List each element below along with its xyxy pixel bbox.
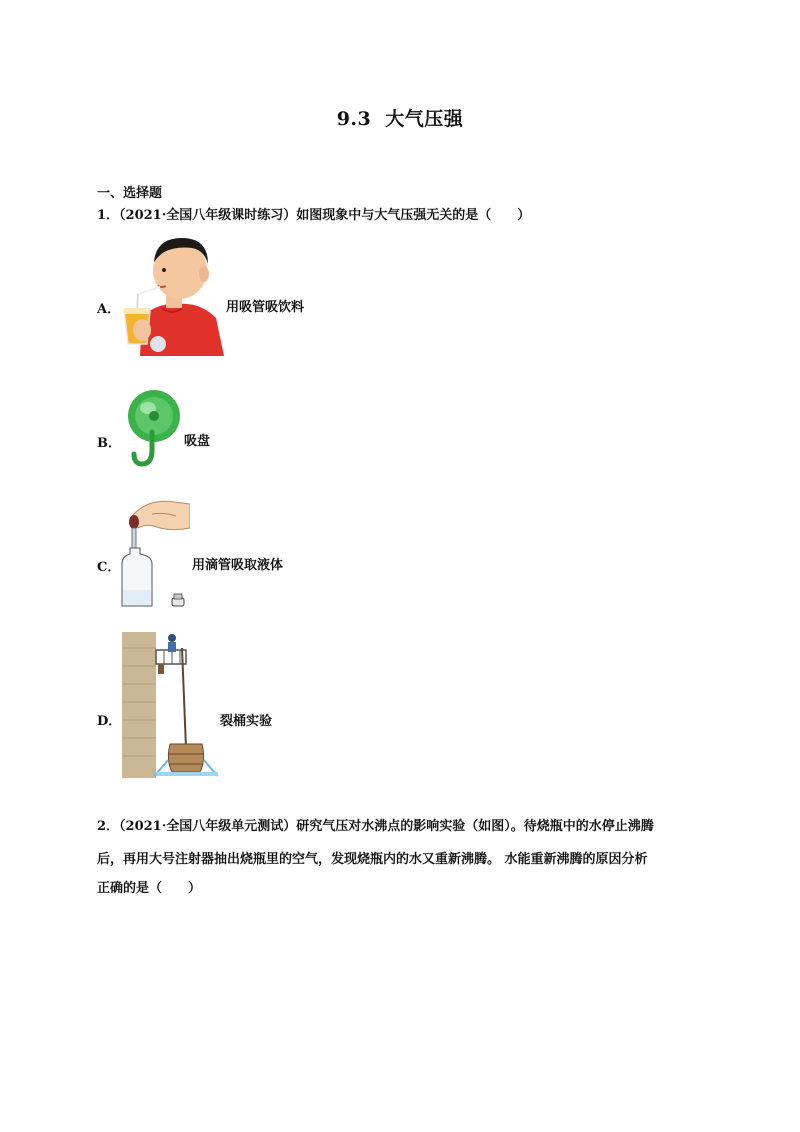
option-c-letter: C． [97,560,121,575]
barrel-split-experiment-image [120,632,220,778]
question-2-line-2: 后，再用大号注射器抽出烧瓶里的空气，发现烧瓶内的水又重新沸腾。 水能重新沸腾的原因分析 [97,852,648,867]
option-a-letter: A． [97,302,121,317]
option-b-letter: B． [97,436,121,451]
dropper-and-bottle-image [118,494,190,612]
title-text: 大气压强 [385,108,464,130]
question-2-line-1: 2．（2021·全国八年级单元测试）研究气压对水沸点的影响实验（如图）。待烧瓶中的水停止沸腾 [97,819,654,834]
option-a-text: 用吸管吸饮料 [226,300,305,315]
option-b-text: 吸盘 [184,434,211,449]
option-d-text: 裂桶实验 [220,714,273,729]
page-title [0,104,800,131]
section-heading: 一、选择题 [97,186,163,201]
question-2-line-3: 正确的是（ ） [97,881,202,896]
title-number: 9.3 [336,108,372,130]
option-d-letter: D． [97,714,122,729]
option-c-text: 用滴管吸取液体 [192,558,284,573]
boy-drinking-straw-image [120,232,224,356]
question-1-stem: 1．（2021·全国八年级课时练习）如图现象中与大气压强无关的是（ ） [97,208,531,223]
green-suction-cup-hook-image [124,388,182,470]
